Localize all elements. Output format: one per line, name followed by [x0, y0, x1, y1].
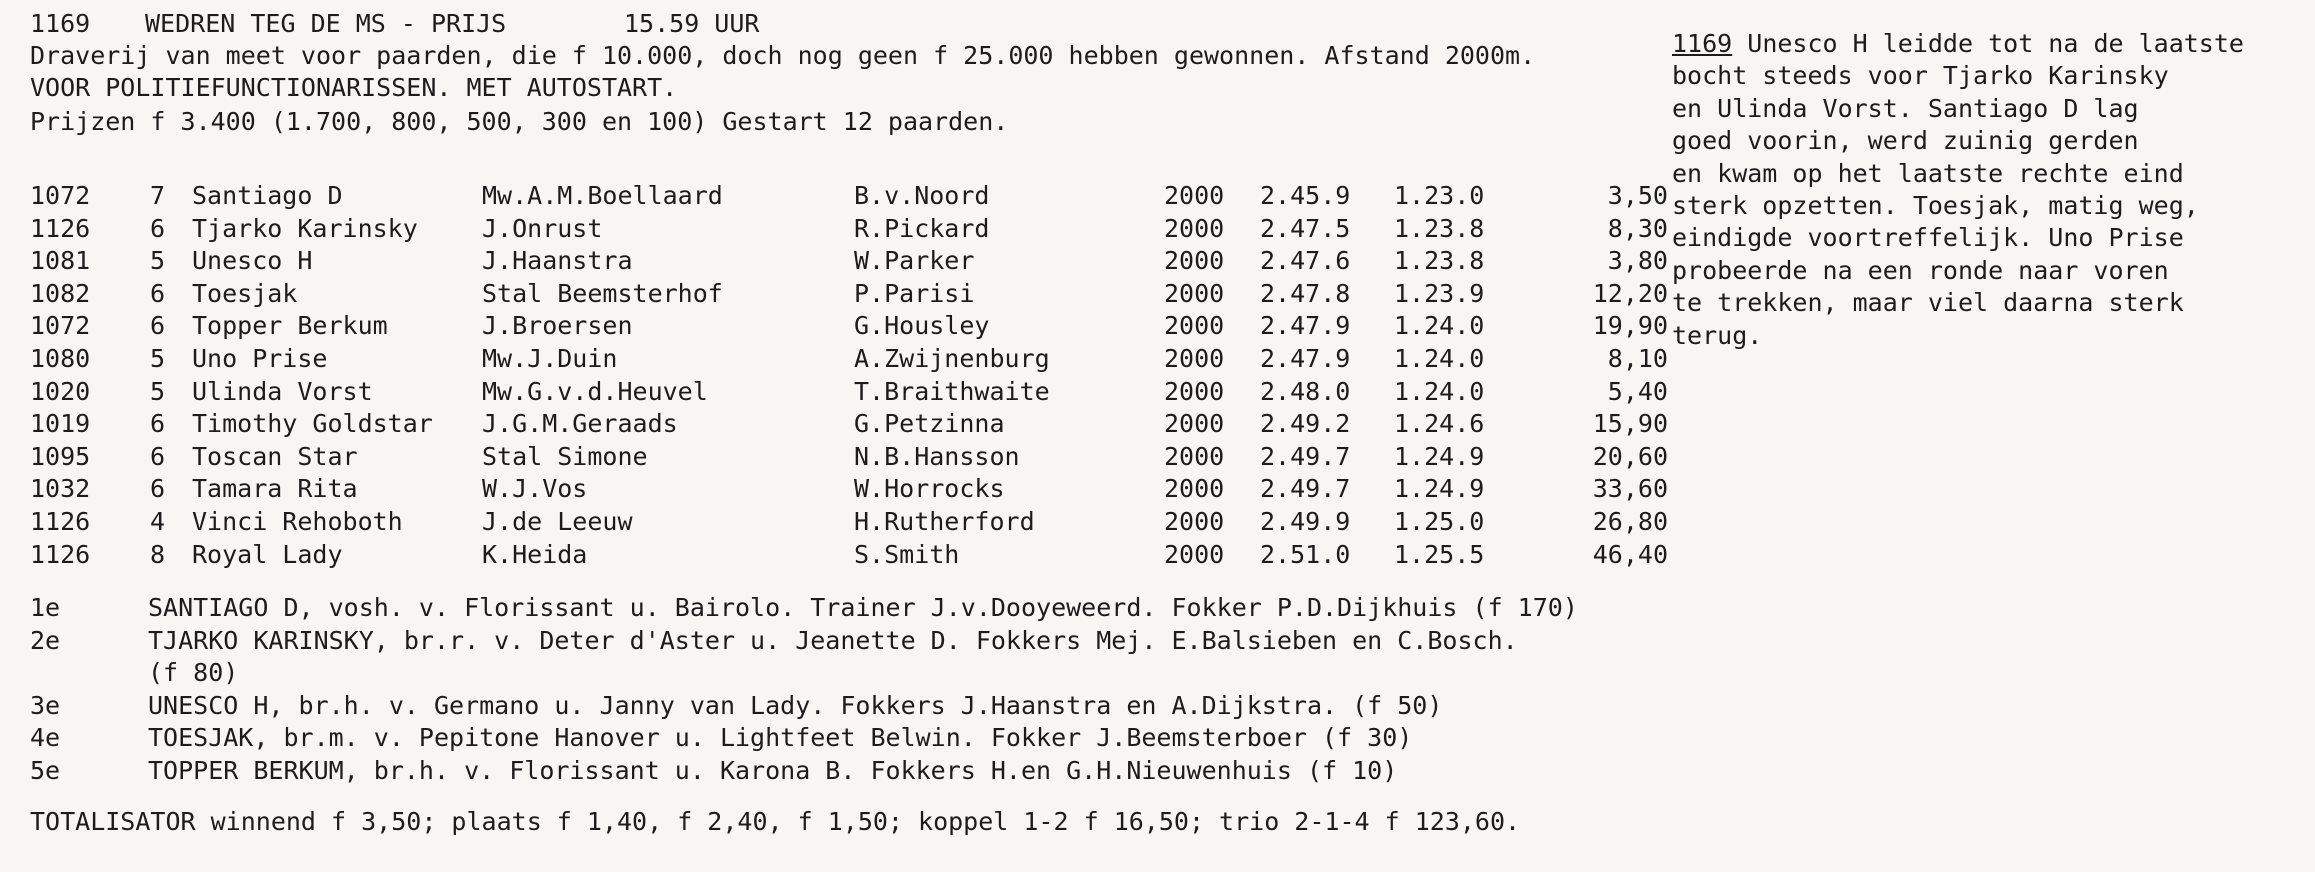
distance-cell: 2000	[1164, 539, 1225, 569]
race-report-line: en Ulinda Vorst. Santiago D lag	[1672, 93, 2139, 123]
race-description-line: Draverij van meet voor paarden, die f 10.000, doch nog geen f 25.000 hebben gewonnen. Afstand 2000m.	[30, 41, 1536, 70]
list-item	[30, 690, 1578, 723]
time-cell: 2.51.0	[1260, 539, 1351, 569]
previous-race-cell: 1072	[30, 181, 91, 210]
distance-cell: 2000	[1164, 343, 1225, 373]
time-cell: 2.49.2	[1260, 409, 1351, 439]
previous-race-cell: 1019	[30, 409, 91, 439]
results-table	[30, 180, 1668, 571]
start-number-cell: 6	[150, 409, 166, 439]
owner-cell: Mw.J.Duin	[482, 343, 618, 373]
km-time-cell: 1.23.9	[1394, 278, 1485, 308]
time-cell: 2.47.9	[1260, 343, 1351, 373]
start-number-cell: 8	[150, 539, 166, 569]
time-cell: 2.47.6	[1260, 246, 1351, 276]
previous-race-cell: 1081	[30, 246, 91, 276]
list-item	[30, 657, 1578, 690]
owner-cell: Mw.A.M.Boellaard	[482, 181, 723, 210]
distance-cell: 2000	[1164, 246, 1225, 276]
previous-race-cell: 1095	[30, 441, 91, 471]
table-row	[30, 473, 1668, 506]
previous-race-cell: 1080	[30, 343, 91, 373]
odds-cell: 3,50	[1607, 181, 1668, 210]
owner-cell: Stal Simone	[482, 441, 648, 471]
list-item	[30, 625, 1578, 658]
previous-race-cell: 1032	[30, 474, 91, 504]
distance-cell: 2000	[1164, 213, 1225, 243]
km-time-cell: 1.23.8	[1394, 213, 1485, 243]
driver-cell: P.Parisi	[854, 278, 975, 308]
placings-list	[30, 592, 1578, 787]
start-number-cell: 5	[150, 246, 166, 276]
start-number-cell: 5	[150, 376, 166, 406]
start-number-cell: 6	[150, 278, 166, 308]
km-time-cell: 1.25.5	[1394, 539, 1485, 569]
odds-cell: 8,10	[1607, 343, 1668, 373]
odds-cell: 20,60	[1592, 441, 1668, 471]
race-report-line: eindigde voortreffelijk. Uno Prise	[1672, 223, 2184, 253]
race-title: WEDREN TEG DE MS - PRIJS	[145, 9, 507, 38]
table-row	[30, 278, 1668, 311]
odds-cell: 3,80	[1607, 246, 1668, 276]
start-number-cell: 4	[150, 506, 166, 536]
race-report-line: goed voorin, werd zuinig gerden	[1672, 126, 2139, 156]
table-row	[30, 180, 1668, 213]
time-cell: 2.47.5	[1260, 213, 1351, 243]
table-row	[30, 213, 1668, 246]
driver-cell: N.B.Hansson	[854, 441, 1020, 471]
placing-text: TOPPER BERKUM, br.h. v. Florissant u. Karona B. Fokkers H.en G.H.Nieuwenhuis (f 10)	[148, 755, 1398, 785]
km-time-cell: 1.24.0	[1394, 376, 1485, 406]
placing-label: 3e	[30, 690, 61, 720]
odds-cell: 33,60	[1592, 474, 1668, 504]
time-cell: 2.45.9	[1260, 181, 1351, 210]
driver-cell: A.Zwijnenburg	[854, 343, 1050, 373]
previous-race-cell: 1126	[30, 506, 91, 536]
race-report-line: probeerde na een ronde naar voren	[1672, 255, 2169, 285]
list-item	[30, 755, 1578, 788]
time-cell: 2.47.9	[1260, 311, 1351, 341]
km-time-cell: 1.24.6	[1394, 409, 1485, 439]
owner-cell: J.Haanstra	[482, 246, 633, 276]
time-cell: 2.49.7	[1260, 441, 1351, 471]
previous-race-cell: 1072	[30, 311, 91, 341]
horse-name-cell: Topper Berkum	[192, 311, 388, 341]
distance-cell: 2000	[1164, 181, 1225, 210]
placing-text: TOESJAK, br.m. v. Pepitone Hanover u. Lightfeet Belwin. Fokker J.Beemsterboer (f 30)	[148, 723, 1413, 752]
table-row	[30, 441, 1668, 474]
horse-name-cell: Tamara Rita	[192, 474, 358, 504]
previous-race-cell: 1126	[30, 213, 91, 243]
owner-cell: J.Onrust	[482, 213, 603, 243]
time-cell: 2.49.9	[1260, 506, 1351, 536]
start-number-cell: 5	[150, 343, 166, 373]
odds-cell: 5,40	[1607, 376, 1668, 406]
owner-cell: J.de Leeuw	[482, 506, 633, 536]
table-row	[30, 310, 1668, 343]
race-report-line	[1672, 28, 2312, 60]
horse-name-cell: Timothy Goldstar	[192, 409, 433, 439]
owner-cell: Stal Beemsterhof	[482, 278, 723, 308]
placing-label: 4e	[30, 723, 61, 752]
horse-name-cell: Vinci Rehoboth	[192, 506, 403, 536]
owner-cell: J.G.M.Geraads	[482, 409, 678, 439]
km-time-cell: 1.24.0	[1394, 311, 1485, 341]
driver-cell: R.Pickard	[854, 213, 990, 243]
time-cell: 2.47.8	[1260, 278, 1351, 308]
race-time: 15.59 UUR	[624, 9, 760, 38]
list-item	[30, 722, 1578, 755]
placing-label	[30, 657, 148, 690]
km-time-cell: 1.24.9	[1394, 474, 1485, 504]
driver-cell: H.Rutherford	[854, 506, 1035, 536]
totalisator-line: TOTALISATOR winnend f 3,50; plaats f 1,40, f 2,40, f 1,50; koppel 1-2 f 16,50; trio 2-1-4 f 123,60.	[30, 807, 1521, 836]
owner-cell: Mw.G.v.d.Heuvel	[482, 376, 708, 406]
race-report-line: sterk opzetten. Toesjak, matig weg,	[1672, 190, 2199, 220]
odds-cell: 46,40	[1592, 539, 1668, 569]
start-number-cell: 6	[150, 474, 166, 504]
owner-cell: J.Broersen	[482, 311, 633, 341]
odds-cell: 8,30	[1607, 213, 1668, 243]
list-item	[30, 592, 1578, 625]
previous-race-cell: 1082	[30, 278, 91, 308]
distance-cell: 2000	[1164, 376, 1225, 406]
placing-text: SANTIAGO D, vosh. v. Florissant u. Bairolo. Trainer J.v.Dooyeweerd. Fokker P.D.Dijkhuis (f 170)	[148, 593, 1578, 622]
driver-cell: S.Smith	[854, 539, 960, 569]
odds-cell: 12,20	[1592, 278, 1668, 308]
race-number: 1169	[30, 9, 91, 38]
driver-cell: W.Horrocks	[854, 474, 1005, 504]
start-number-cell: 6	[150, 441, 166, 471]
km-time-cell: 1.25.0	[1394, 506, 1485, 536]
table-row	[30, 408, 1668, 441]
distance-cell: 2000	[1164, 441, 1225, 471]
race-report-line: bocht steeds voor Tjarko Karinsky	[1672, 61, 2169, 91]
distance-cell: 2000	[1164, 409, 1225, 439]
distance-cell: 2000	[1164, 506, 1225, 536]
race-report-line: en kwam op het laatste rechte eind	[1672, 158, 2184, 188]
horse-name-cell: Royal Lady	[192, 539, 343, 569]
table-row	[30, 343, 1668, 376]
placing-text: TJARKO KARINSKY, br.r. v. Deter d'Aster u. Jeanette D. Fokkers Mej. E.Balsieben en C.Bosch.	[148, 625, 1518, 655]
race-report-number: 1169	[1672, 29, 1733, 58]
table-row	[30, 539, 1668, 572]
previous-race-cell: 1126	[30, 539, 91, 569]
race-report	[1672, 28, 2312, 352]
placing-text: UNESCO H, br.h. v. Germano u. Janny van Lady. Fokkers J.Haanstra en A.Dijkstra. (f 50)	[148, 690, 1443, 720]
horse-name-cell: Santiago D	[192, 181, 343, 210]
owner-cell: K.Heida	[482, 539, 588, 569]
table-row	[30, 506, 1668, 539]
distance-cell: 2000	[1164, 474, 1225, 504]
placing-label: 1e	[30, 593, 61, 622]
horse-name-cell: Toesjak	[192, 278, 298, 308]
horse-name-cell: Tjarko Karinsky	[192, 213, 418, 243]
race-report-line: te trekken, maar viel daarna sterk	[1672, 288, 2184, 318]
race-report-text: Unesco H leidde tot na de laatste	[1732, 29, 2244, 58]
odds-cell: 15,90	[1592, 409, 1668, 439]
km-time-cell: 1.24.9	[1394, 441, 1485, 471]
horse-name-cell: Ulinda Vorst	[192, 376, 373, 406]
race-description-line: Prijzen f 3.400 (1.700, 800, 500, 300 en 100) Gestart 12 paarden.	[30, 107, 1009, 136]
driver-cell: G.Petzinna	[854, 409, 1005, 439]
table-row	[30, 376, 1668, 409]
km-time-cell: 1.23.8	[1394, 246, 1485, 276]
km-time-cell: 1.23.0	[1394, 181, 1485, 210]
km-time-cell: 1.24.0	[1394, 343, 1485, 373]
race-description-line: VOOR POLITIEFUNCTIONARISSEN. MET AUTOSTART.	[30, 73, 678, 102]
driver-cell: G.Housley	[854, 311, 990, 341]
start-number-cell: 6	[150, 213, 166, 243]
driver-cell: B.v.Noord	[854, 181, 990, 210]
distance-cell: 2000	[1164, 311, 1225, 341]
odds-cell: 26,80	[1592, 506, 1668, 536]
horse-name-cell: Unesco H	[192, 246, 313, 276]
start-number-cell: 7	[150, 181, 166, 210]
driver-cell: T.Braithwaite	[854, 376, 1050, 406]
time-cell: 2.49.7	[1260, 474, 1351, 504]
previous-race-cell: 1020	[30, 376, 91, 406]
time-cell: 2.48.0	[1260, 376, 1351, 406]
race-report-line: terug.	[1672, 320, 1763, 350]
horse-name-cell: Toscan Star	[192, 441, 358, 471]
table-row	[30, 245, 1668, 278]
distance-cell: 2000	[1164, 278, 1225, 308]
owner-cell: W.J.Vos	[482, 474, 588, 504]
start-number-cell: 6	[150, 311, 166, 341]
horse-name-cell: Uno Prise	[192, 343, 328, 373]
placing-label: 2e	[30, 625, 61, 655]
placing-label: 5e	[30, 755, 61, 785]
driver-cell: W.Parker	[854, 246, 975, 276]
odds-cell: 19,90	[1592, 311, 1668, 341]
placing-text: (f 80)	[148, 658, 239, 687]
